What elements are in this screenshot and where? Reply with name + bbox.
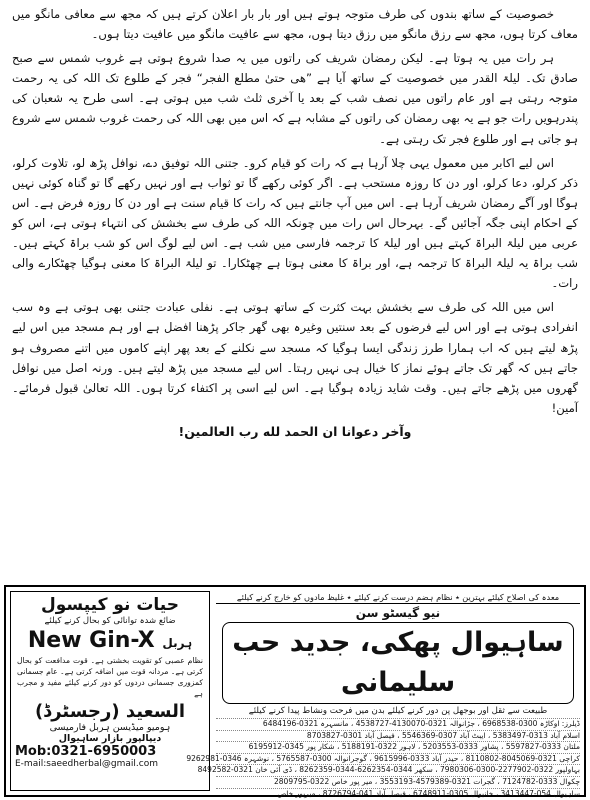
product-tag: ہربل [162, 636, 193, 650]
closing-prayer: وآخر دعوانا ان الحمد لله رب العالمین! [178, 423, 412, 439]
ad-tagline: طبیعت سے ثقل اور بوجھل پن دور کرنے کیلئے بدن میں فرحت ونشاط پیدا کرنے کیلئے [248, 706, 548, 716]
article-paragraph: اس لیے اکابر میں معمول یہی چلا آرہا ہے کہ رات کو قیام کرو۔ جتنی اللہ توفیق دے، نوافل پڑھ لو، تلاوت کرلو، ذکر کرلو، دعا کرلو، اور دن کا روزہ مستحب ہے۔ اگر کوئی رکھے گا تو ثواب ہے اور نہیں رکھے گا تو گناہ کوئی نہیں ہوگا اور آگے رمضان شریف آرہا ہے۔ اس میں آپ جانتے ہیں کہ رات کا قیام سنت ہے اور دن کا روزہ فرض ہے۔ اس کے احکام اپنی جگہ آجائیں گے۔ بہرحال اس رات میں چونکہ اللہ کی طرف سے بخشش کی انتہاء ہوتی ہے، اس کو عربی میں لیلۃ البراۃ کہتے ہیں اور لیلۃ کا ترجمہ فارسی میں شب ہے۔ اس لیے لوگ اس کو شب براۃ کہتے ہیں۔ شب براۃ یہ لیلۃ البراۃ کا ترجمہ ہے، اور براۃ کا معنی ہوتا ہے چھٹکارا۔ تو لیلۃ البراۃ کا معنی ہوگیا چھٹکارے والی رات۔ [12, 155, 578, 291]
ad-brand: حیات نو کیپسول [40, 595, 179, 615]
article-body [12, 4, 578, 576]
company-location: دیپالپور بازار ساہیوال [58, 733, 162, 744]
dealer-list [186, 718, 580, 799]
dealer-row: کراچی 0321-8045069-8110802 ، حیدر آباد 0333-9615996 ، گوجرانوالہ 0300-5765587 ، نوشہرہ 0346-9262981 [186, 753, 580, 763]
company-name: السعید (رجسٹرڈ) [34, 701, 186, 722]
email-address: E-mail:saeedherbal@gmail.com [15, 759, 158, 769]
dealer-row: اسلام آباد 0313-5383497 ، ایبٹ آباد 0307-5546369 ، فیصل آباد 0301-8703827 [216, 730, 580, 742]
company-subtitle: ہومیو میڈیسن ہربل فارمیسی [49, 722, 171, 733]
ad-top-banner: معدہ کی اصلاح کیلئے بہترین ٭ نظام ہضم درست کرنے کیلئے ٭ غلیظ مادوں کو خارج کرنے کیلئے [216, 591, 580, 604]
dealer-row: بہاولپور 0322-2277902-0300-7980306 ، سکھر 0344-6262354-0344-8262359 ، ڈی آئی خان 0321-8492582 [197, 765, 580, 775]
dealer-row: ملتان 0333-5597827 ، پشاور 0333-5203553 ، لاہور 0322-5188191 ، شکار پور 0345-6195912 [216, 741, 580, 753]
product-description: نظام عصبی کو تقویت بخشتی ہے۔ قوت مدافعت کو بحال کرتی ہے۔ مردانہ قوت میں اضافہ کرتی ہے۔ عام جسمانی کمزوری جسمانی دردوں کو دور کرنے کیلئے مفید و مجرب ہے [17, 656, 203, 698]
product-title: New Gin-X [27, 628, 155, 653]
phakki-ad [186, 591, 580, 798]
dealer-row: چکوال 0333-7124782 ، گجرات 0321-4579389-3553193 ، میر پور خاص 0322-2809795 [216, 776, 580, 788]
article-paragraph: اس میں اللہ کی طرف سے بخشش بہت کثرت کے ساتھ ہوتی ہے۔ نفلی عبادت جتنی بھی ہوتی ہے وہ سب انفرادی ہوتی ہے اور اس لیے فرضوں کے بعد سنتیں وغیرہ بھی گھر جاکر پڑھنا افضل ہے اور ہم مسجد میں اس لیے پڑھ لیتے ہیں کہ اب ہمارا طرز زندگی ایسا ہوگیا کہ مسجد سے نکلنے کے بعد پھر اپنے کاموں میں اتنے مصروف ہو جاتے ہیں کہ گھر تک جاتے ہوئے نماز کا خیال ہی نہیں رہتا۔ اس لیے مسجد میں پڑھ لیتے ہیں۔ ورنہ اصل میں نوافل گھروں میں پڑھے جاتے ہیں۔ وقت شاید زیادہ ہوگیا ہے۔ اس لیے اسی پر اکتفاء کرتا ہوں۔ اللہ تعالیٰ قبول فرمائے۔ آمین! [12, 300, 578, 415]
ad-brand: نیو گیسٹو سن [355, 606, 441, 620]
dealer-row: ساہیوال 054-3413447 ، خانیوال 0305-6748911 ، فیصل آباد 041-8726794 ، میرپور خاص [216, 788, 580, 800]
herbal-ad [10, 591, 210, 791]
advertisement-block [4, 585, 586, 797]
product-name [11, 628, 209, 653]
ad-headline: ساہیوال پھکی، جدید حب سلیمانی [222, 622, 574, 704]
mobile-number: Mob:0321-6950003 [15, 744, 157, 759]
ad-brand-subtitle: ضائع شدہ توانائی کو بحال کرنے کیلئے [44, 616, 176, 626]
article-paragraph: خصوصیت کے ساتھ بندوں کی طرف متوجہ ہوتے ہیں اور بار بار اعلان کرتے ہیں کہ مجھ سے معافی مانگو میں معاف کرتا ہوں، مجھ سے رزق مانگو میں رزق دیتا ہوں، مجھ سے عافیت مانگو میں عافیت دیتا ہوں۔ [12, 7, 578, 42]
article-paragraph: ہر رات میں یہ ہوتا ہے۔ لیکن رمضان شریف کی راتوں میں یہ صدا شروع ہوتی ہے غروب شمس سے صبح صادق تک۔ لیلۃ القدر میں خصوصیت کے ساتھ آیا ہے ”ھی حتیٰ مطلع الفجر“ فجر کے طلوع تک اللہ کی یہ رحمت متوجہ رہتی ہے اور عام راتوں میں نصف شب کے بعد یا آخری ثلث شب میں ہوتی ہے۔ اسی طرح یہ شعبان کی پندرہویں رات جو ہے یہ بھی رمضان کی راتوں کے مشابہ ہے کہ اس میں بھی اللہ کی رحمت غروب شمس سے شروع ہو جاتی ہے اور طلوع فجر تک رہتی ہے۔ [12, 51, 578, 146]
dealer-row: ڈیلرز: اوکاڑہ 0300-6968538 ، جڑانوالہ 0321-4130070-4538727 ، مانسہرہ 0321-6484196 [216, 718, 580, 730]
